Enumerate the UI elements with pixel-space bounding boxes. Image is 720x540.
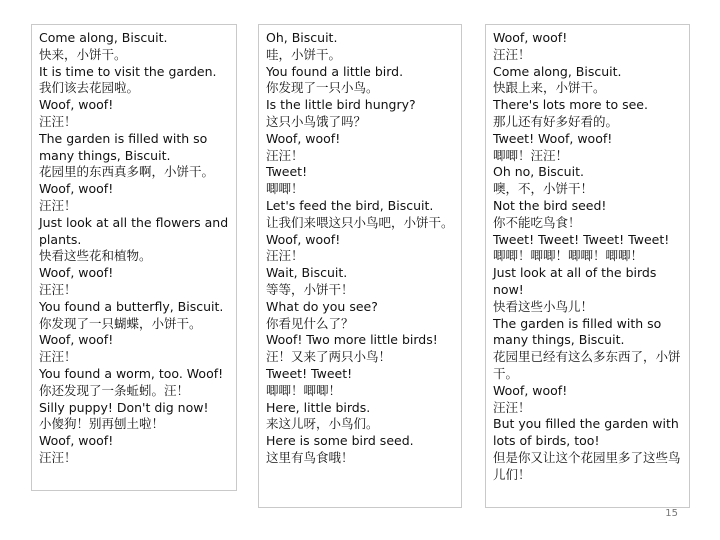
text-line: Just look at all the flowers and plants. — [39, 214, 229, 247]
text-line: Woof, woof! — [39, 181, 114, 197]
text-line: Let's feed the bird, Biscuit. — [266, 197, 434, 213]
text-line: 你不能吃鸟食！ — [493, 214, 581, 230]
text-line: 汪汪！ — [39, 197, 77, 213]
text-line: Tweet! Tweet! — [266, 365, 353, 381]
text-line: What do you see? — [266, 298, 378, 314]
text-line: 汪汪！ — [39, 113, 77, 129]
text-line: 汪汪！ — [39, 349, 77, 365]
text-line: Come along, Biscuit. — [39, 30, 168, 45]
text-line: It is time to visit the garden. — [39, 63, 217, 79]
text-line: Just look at all of the birds now! — [493, 265, 657, 297]
text-line: 你还发现了一条蚯蚓。汪！ — [39, 382, 190, 398]
page-number: 15 — [665, 508, 678, 519]
text-line: The garden is filled with so many things, Biscuit. — [39, 130, 208, 163]
text-line: Woof! Two more little birds! — [266, 332, 438, 348]
text-line: Oh no, Biscuit. — [493, 164, 584, 180]
text-line: 花园里的东西真多啊，小饼干。 — [39, 164, 215, 180]
text-line: 汪汪！ — [493, 46, 531, 62]
text-line: 汪！又来了两只小鸟！ — [266, 349, 392, 365]
text-line: Woof, woof! — [266, 231, 341, 247]
text-line: Tweet! — [266, 164, 308, 180]
text-line: 让我们来喂这只小鸟吧，小饼干。 — [266, 214, 454, 230]
text-line: There's lots more to see. — [493, 97, 648, 113]
text-line: 哇，小饼干。 — [266, 46, 342, 62]
text-line: 我们该去花园啦。 — [39, 80, 140, 96]
text-line: 唧唧！ — [266, 181, 304, 197]
text-column-2 — [258, 24, 462, 508]
text-line: 唧唧！汪汪！ — [493, 147, 569, 163]
text-line: 快看这些花和植物。 — [39, 248, 152, 264]
text-line: Oh, Biscuit. — [266, 30, 338, 45]
text-line: 来这儿呀，小鸟们。 — [266, 416, 379, 432]
text-line: Woof, woof! — [493, 30, 568, 45]
text-line: 噢，不，小饼干！ — [493, 181, 594, 197]
text-column-1 — [31, 24, 237, 491]
text-line: Tweet! Tweet! Tweet! Tweet! — [493, 231, 670, 247]
text-line: 花园里已经有这么多东西了，小饼干。 — [493, 349, 681, 381]
text-line: Come along, Biscuit. — [493, 63, 622, 79]
text-line: 那儿还有好多好看的。 — [493, 113, 619, 129]
text-line: 汪汪！ — [266, 147, 304, 163]
text-line: Woof, woof! — [39, 265, 114, 281]
text-line: Woof, woof! — [493, 382, 568, 398]
text-line: 小傻狗！别再刨土啦！ — [39, 416, 165, 432]
text-line: Not the bird seed! — [493, 197, 607, 213]
text-line: 你发现了一只蝴蝶，小饼干。 — [39, 315, 202, 331]
text-line: Woof, woof! — [39, 332, 114, 348]
text-line: Woof, woof! — [39, 433, 114, 449]
text-line: Here, little birds. — [266, 399, 371, 415]
text-line: 快来，小饼干。 — [39, 46, 127, 62]
text-column-3 — [485, 24, 690, 508]
text-line: You found a butterfly, Biscuit. — [39, 298, 224, 314]
text-line: 你看见什么了？ — [266, 315, 354, 331]
text-line: Woof, woof! — [39, 97, 114, 113]
text-line: 汪汪！ — [39, 449, 77, 465]
text-line: But you filled the garden with lots of birds, too! — [493, 416, 679, 449]
text-line: 汪汪！ — [266, 248, 304, 264]
text-line: 汪汪！ — [493, 399, 531, 415]
text-line: Here is some bird seed. — [266, 433, 414, 449]
text-line: You found a little bird. — [266, 63, 404, 79]
text-line: 快跟上来，小饼干。 — [493, 80, 606, 96]
text-line: Wait, Biscuit. — [266, 265, 348, 281]
text-line: 唧唧！唧唧！ — [266, 382, 342, 398]
text-line: Is the little bird hungry? — [266, 97, 416, 113]
text-line: You found a worm, too. Woof! — [39, 365, 224, 381]
text-line: Silly puppy! Don't dig now! — [39, 399, 209, 415]
text-line: Tweet! Woof, woof! — [493, 130, 613, 146]
text-line: 唧唧！唧唧！唧唧！唧唧！ — [493, 248, 644, 264]
text-line: 但是你又让这个花园里多了这些鸟儿们！ — [493, 449, 681, 482]
text-line: Woof, woof! — [266, 130, 341, 146]
text-line: 这里有鸟食哦！ — [266, 449, 354, 465]
text-line: The garden is filled with so many things, Biscuit. — [493, 315, 662, 348]
text-line: 等等，小饼干！ — [266, 281, 354, 297]
text-line: 汪汪！ — [39, 281, 77, 297]
text-line: 快看这些小鸟儿！ — [493, 298, 594, 314]
text-line: 这只小鸟饿了吗？ — [266, 113, 367, 129]
text-line: 你发现了一只小鸟。 — [266, 80, 379, 96]
